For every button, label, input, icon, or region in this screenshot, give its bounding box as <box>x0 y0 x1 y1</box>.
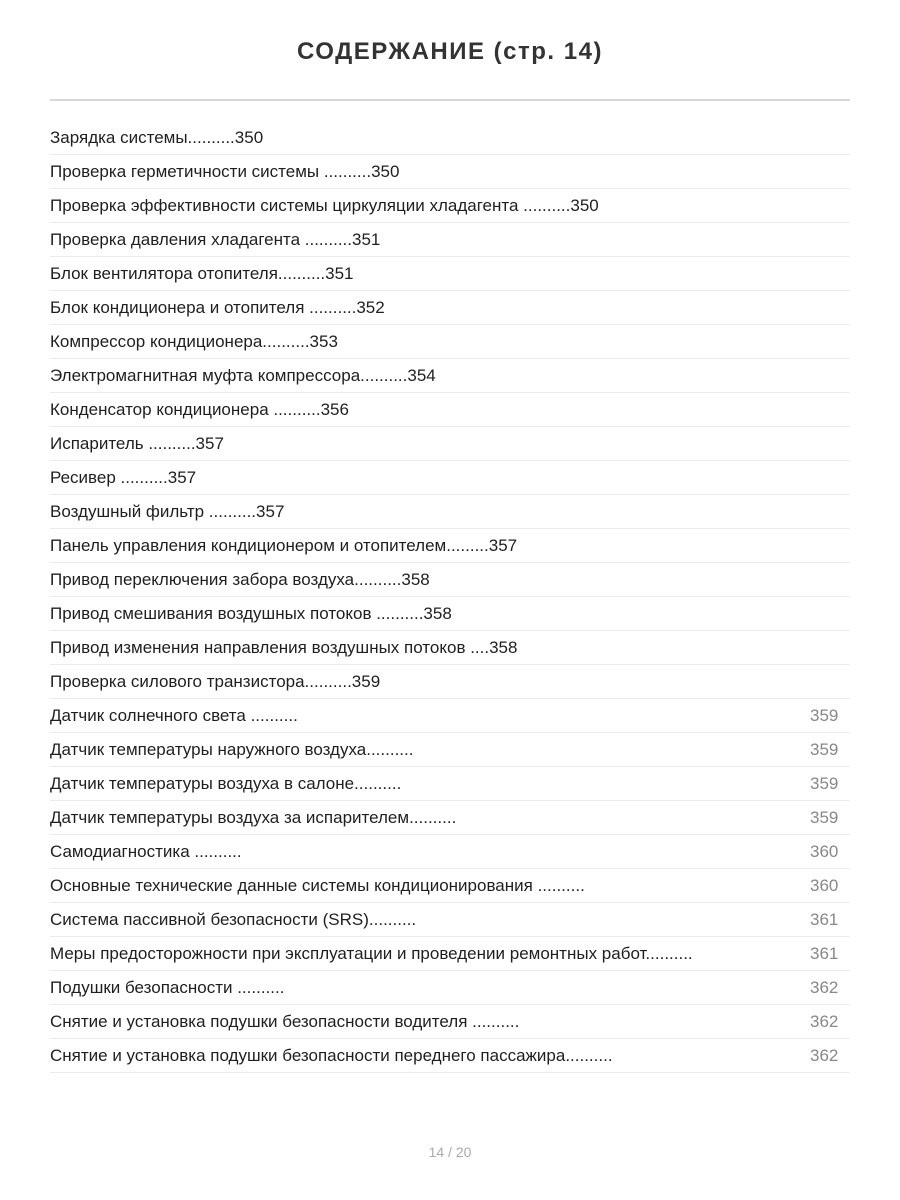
toc-entry-row <box>50 767 850 801</box>
toc-entry-text: Воздушный фильтр ..........357 <box>50 502 285 521</box>
toc-entry-row <box>50 495 850 529</box>
toc-entry-row <box>50 1005 850 1039</box>
toc-entry-text: Панель управления кондиционером и отопителем.........357 <box>50 536 518 555</box>
toc-entry-row <box>50 155 850 189</box>
toc-page-number: 359 <box>810 706 839 725</box>
toc-entry-text: Привод переключения забора воздуха..........358 <box>50 570 430 589</box>
page-indicator: 14 / 20 <box>428 1144 472 1160</box>
toc-entry-row <box>50 189 850 223</box>
toc-page-number: 361 <box>810 910 839 929</box>
toc-entry-text: Конденсатор кондиционера ..........356 <box>50 400 349 419</box>
toc-entry-row <box>50 563 850 597</box>
toc-entry-row <box>50 461 850 495</box>
toc-entry-text: Испаритель ..........357 <box>50 434 224 453</box>
toc-entry-row <box>50 971 850 1005</box>
toc-page-number: 359 <box>810 808 839 827</box>
toc-entry-row <box>50 393 850 427</box>
toc-entry-row <box>50 835 850 869</box>
toc-entry-text: Привод смешивания воздушных потоков ..........358 <box>50 604 452 623</box>
toc-entry-text: Проверка силового транзистора..........359 <box>50 672 381 691</box>
toc-entry-text: Подушки безопасности .......... <box>50 978 285 997</box>
toc-entry-text: Электромагнитная муфта компрессора..........354 <box>50 366 436 385</box>
toc-page-number: 362 <box>810 1046 839 1065</box>
toc-entry-text: Компрессор кондиционера..........353 <box>50 332 338 351</box>
toc-entry-text: Проверка герметичности системы ..........350 <box>50 162 400 181</box>
toc-entry-text: Блок кондиционера и отопителя ..........352 <box>50 298 385 317</box>
toc-page-number: 359 <box>810 740 839 759</box>
toc-entry-text: Блок вентилятора отопителя..........351 <box>50 264 354 283</box>
toc-entry-text: Датчик температуры наружного воздуха.......... <box>50 740 414 759</box>
toc-entry-row <box>50 699 850 733</box>
toc-entry-text: Проверка эффективности системы циркуляции хладагента ..........350 <box>50 196 599 215</box>
toc-entry-row <box>50 359 850 393</box>
toc-entry-row <box>50 1039 850 1073</box>
toc-page-number: 361 <box>810 944 839 963</box>
toc-page-number: 362 <box>810 978 839 997</box>
toc-entry-text: Датчик температуры воздуха за испарителем.......... <box>50 808 457 827</box>
toc-entry-row <box>50 257 850 291</box>
toc-entry-row <box>50 903 850 937</box>
toc-entry-row <box>50 121 850 155</box>
toc-entry-text: Ресивер ..........357 <box>50 468 197 487</box>
toc-entry-text: Самодиагностика .......... <box>50 842 242 861</box>
toc-entry-text: Датчик солнечного света .......... <box>50 706 298 725</box>
toc-entry-row <box>50 631 850 665</box>
toc-entry-row <box>50 529 850 563</box>
toc-page-number: 359 <box>810 774 839 793</box>
toc-list <box>50 121 850 1073</box>
toc-page-number: 360 <box>810 876 839 895</box>
toc-entry-text: Основные технические данные системы кондиционирования .......... <box>50 876 585 895</box>
toc-entry-row <box>50 801 850 835</box>
toc-entry-row <box>50 597 850 631</box>
toc-entry-row <box>50 291 850 325</box>
toc-entry-row <box>50 427 850 461</box>
toc-entry-row <box>50 325 850 359</box>
page-title: СОДЕРЖАНИЕ (стр. 14) <box>297 38 603 65</box>
toc-entry-text: Привод изменения направления воздушных потоков ....358 <box>50 638 518 657</box>
title-divider <box>50 99 850 101</box>
toc-entry-text: Снятие и установка подушки безопасности переднего пассажира.......... <box>50 1046 613 1065</box>
toc-entry-text: Проверка давления хладагента ..........351 <box>50 230 381 249</box>
toc-entry-text: Зарядка системы..........350 <box>50 128 264 147</box>
toc-entry-row <box>50 869 850 903</box>
toc-entry-row <box>50 665 850 699</box>
toc-entry-row <box>50 733 850 767</box>
toc-entry-text: Меры предосторожности при эксплуатации и проведении ремонтных работ.......... <box>50 944 693 963</box>
toc-entry-text: Снятие и установка подушки безопасности водителя .......... <box>50 1012 520 1031</box>
toc-entry-text: Датчик температуры воздуха в салоне.......... <box>50 774 402 793</box>
toc-entry-row <box>50 937 850 971</box>
toc-entry-text: Система пассивной безопасности (SRS).......... <box>50 910 417 929</box>
toc-page-number: 362 <box>810 1012 839 1031</box>
toc-entry-row <box>50 223 850 257</box>
toc-page-number: 360 <box>810 842 839 861</box>
